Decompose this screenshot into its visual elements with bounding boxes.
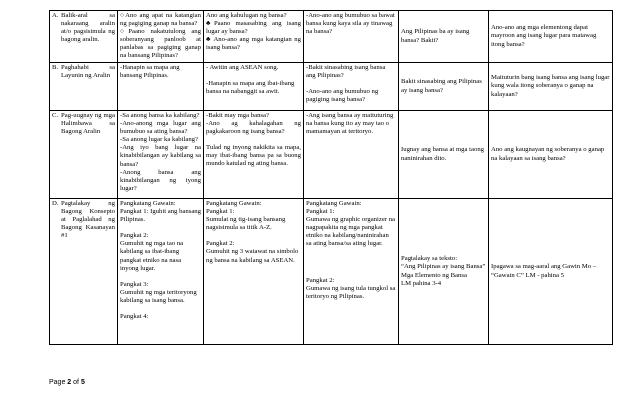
cell-text: LM pahina 3-4: [401, 279, 442, 287]
cell-col2: [118, 11, 204, 63]
section-letter: B.: [52, 64, 59, 71]
cell-text: Maituturin bang isang bansa ang isang lugar kung wala itong soberanya o ganap na kalayaan?: [491, 74, 610, 98]
cell-text: Pangkat 4:: [120, 313, 149, 321]
cell-text: Pangkatang Gawain:: [206, 200, 262, 207]
page-prefix: Page: [49, 379, 68, 386]
cell-text: Pangkat 2:: [306, 276, 335, 284]
table-row: [50, 63, 613, 111]
cell-text: Gumawa ng isang tula tungkol sa teritoryo ng Pilipinas.: [306, 284, 396, 300]
cell-text: ♣Paano masasabing ang isang lugar ay bansa?: [206, 20, 301, 36]
section-letter: A.: [52, 12, 59, 19]
cell-text: -Ang iyo bang lugar na kinabibilangan ay kabilang sa bansa?: [120, 144, 201, 168]
cell-text: Gumuhit ng 3 watawat na simbolo ng bansa na kabilang sa ASEAN.: [206, 248, 299, 264]
cell-col5: [399, 11, 489, 63]
cell-col5: [399, 63, 489, 111]
cell-text: Pangkat 3:: [120, 280, 149, 288]
section-title: Pagtalakay ng Bagong Konsepto at Paglalahad ng Bagong Kasanayan #1: [61, 200, 115, 240]
cell-col3: [204, 11, 304, 63]
section-title: Pag-uugnay ng mga Halimbawa sa Bagong Aralin: [61, 112, 115, 136]
cell-text: Tulad ng inyong nakikita sa mapa, may ibat-ibang bansa pa sa buong mundo katulad ng ating bansa.: [206, 144, 301, 168]
cell-text: Iugnay ang bansa at mga taong naninirahan dito.: [401, 146, 485, 162]
cell-text: -Bakit may mga bansa?: [206, 112, 269, 119]
cell-text: Ipagawa sa mag-aaral ang Gawin Mo – “Gawain C” LM - pahina 5: [491, 263, 597, 279]
cell-text: Pangkat 2:: [120, 232, 149, 240]
cell-text: Pangkat 1: Iguhit ang bansang Pilipinas.: [120, 208, 201, 224]
cell-text: Pangkatang Gawain:: [306, 200, 362, 207]
cell-text: ○Paano nakatutulong ang soberanyang panloob at panlabas sa pagiging ganap na bansang Pilipinas?: [120, 28, 201, 60]
cell-text: -Ano-anong mga lugar ang bumubuo sa ating bansa?: [120, 120, 201, 136]
cell-text: Ano ang kaugnayan ng soberanya o ganap na kalayaan sa isang bansa?: [491, 146, 605, 162]
cell-text: Pangkat 2:: [206, 240, 235, 248]
cell-col3: [204, 199, 304, 345]
section-cell: [50, 63, 118, 111]
cell-text: Pagtalakay sa teksto:: [401, 255, 458, 263]
cell-text: -Ang isang bansa ay maituturing na bansa kung ito ay may tao o mamamayan at teritoryo.: [306, 112, 394, 136]
cell-text: -Ano-ano ang bumubuo sa bawat bansa kung kaya sila ay tinawag na bansa?: [306, 12, 395, 36]
page-footer: [49, 379, 85, 386]
cell-text: -Bakit sinasabing isang bansa ang Pilipinas?: [306, 64, 386, 80]
page-current: 2: [67, 379, 72, 386]
cell-col6: [489, 63, 613, 111]
cell-text: Sumulat ng tig-isang bansang nagsisimula sa titik A-Z.: [206, 216, 286, 232]
section-title: Balik-aral sa nakaraang aralin at/o pagsisimula ng bagong aralin.: [61, 12, 115, 44]
cell-text: “Ang Pilipinas ay isang Bansa”: [401, 263, 486, 271]
cell-text: Gumuhit ng mga teritoryong kabilang sa isang bansa.: [120, 288, 197, 304]
table-row: [50, 11, 613, 63]
cell-col4: [304, 63, 399, 111]
cell-col5: [399, 199, 489, 345]
cell-col6: [489, 199, 613, 345]
cell-col3: [204, 111, 304, 199]
cell-text: Ano ang kahulugan ng bansa?: [206, 12, 287, 19]
cell-text: Pangkat 1:: [206, 208, 235, 216]
cell-text: -Sa anong lugar ka kabilang?: [120, 136, 198, 144]
cell-text: -Hanapin sa mapa ang bansang Pilipinas.: [120, 64, 180, 80]
section-cell: [50, 11, 118, 63]
page-total: 5: [80, 379, 85, 386]
cell-col6: [489, 111, 613, 199]
cell-text: Mga Elemento ng Bansa: [401, 271, 467, 279]
lesson-plan-table: [49, 10, 613, 345]
cell-col4: [304, 111, 399, 199]
section-letter: D.: [52, 200, 59, 207]
cell-col4: [304, 199, 399, 345]
cell-text: Ang Pilipinas ba ay isang bansa? Bakit?: [401, 28, 470, 44]
cell-text: ○Ano ang apat na katangian ng pagiging ganap na bansa?: [120, 12, 201, 28]
cell-col2: [118, 199, 204, 345]
cell-text: - Awitin ang ASEAN song.: [206, 64, 279, 71]
cell-col6: [489, 11, 613, 63]
cell-col2: [118, 111, 204, 199]
cell-text: Pangkatang Gawain:: [120, 200, 176, 207]
cell-text: Ano-ano ang mga elementong dapat mayroon ang isang lugar para matawag itong bansa?: [491, 24, 597, 48]
cell-text: ♣ Ano-ano ang mga katangian ng isang bansa?: [206, 36, 301, 52]
cell-col4: [304, 11, 399, 63]
cell-text: Bakit sinasabing ang Pilipinas ay isang bansa?: [401, 78, 482, 94]
section-cell: [50, 199, 118, 345]
cell-text: -Ano ag kahalagahan ng pagkakaroon ng isang bansa?: [206, 120, 301, 136]
cell-text: Gumawa ng graphic organizer na nagpapakita ng mga pangkat etniko na kabilang/naninirahan sa ating bansa/sa ating lugar.: [306, 216, 396, 248]
cell-text: -Hanapin sa mapa ang ibat-ibang bansa na nabanggit sa awit.: [206, 80, 295, 96]
cell-text: Pangkat 1:: [306, 208, 335, 216]
cell-col3: [204, 63, 304, 111]
cell-col5: [399, 111, 489, 199]
cell-text: -Ano-ano ang bumubuo ng pagiging isang bansa?: [306, 88, 379, 104]
section-title: Paghahabi sa Layunin ng Aralin: [61, 64, 115, 80]
section-cell: [50, 111, 118, 199]
section-letter: C.: [52, 112, 59, 119]
page-of: of: [71, 379, 81, 386]
cell-text: Gumuhit ng mga tao na kabilang sa ibat-ibang pangkat etniko na nasa inyong lugar.: [120, 240, 184, 272]
cell-text: -Sa anong bansa ka kabilang?: [120, 112, 200, 119]
table-row: [50, 199, 613, 345]
cell-text: -Anong bansa ang kinabibilangan ng iyong lugar?: [120, 168, 201, 192]
cell-col2: [118, 63, 204, 111]
table-row: [50, 111, 613, 199]
